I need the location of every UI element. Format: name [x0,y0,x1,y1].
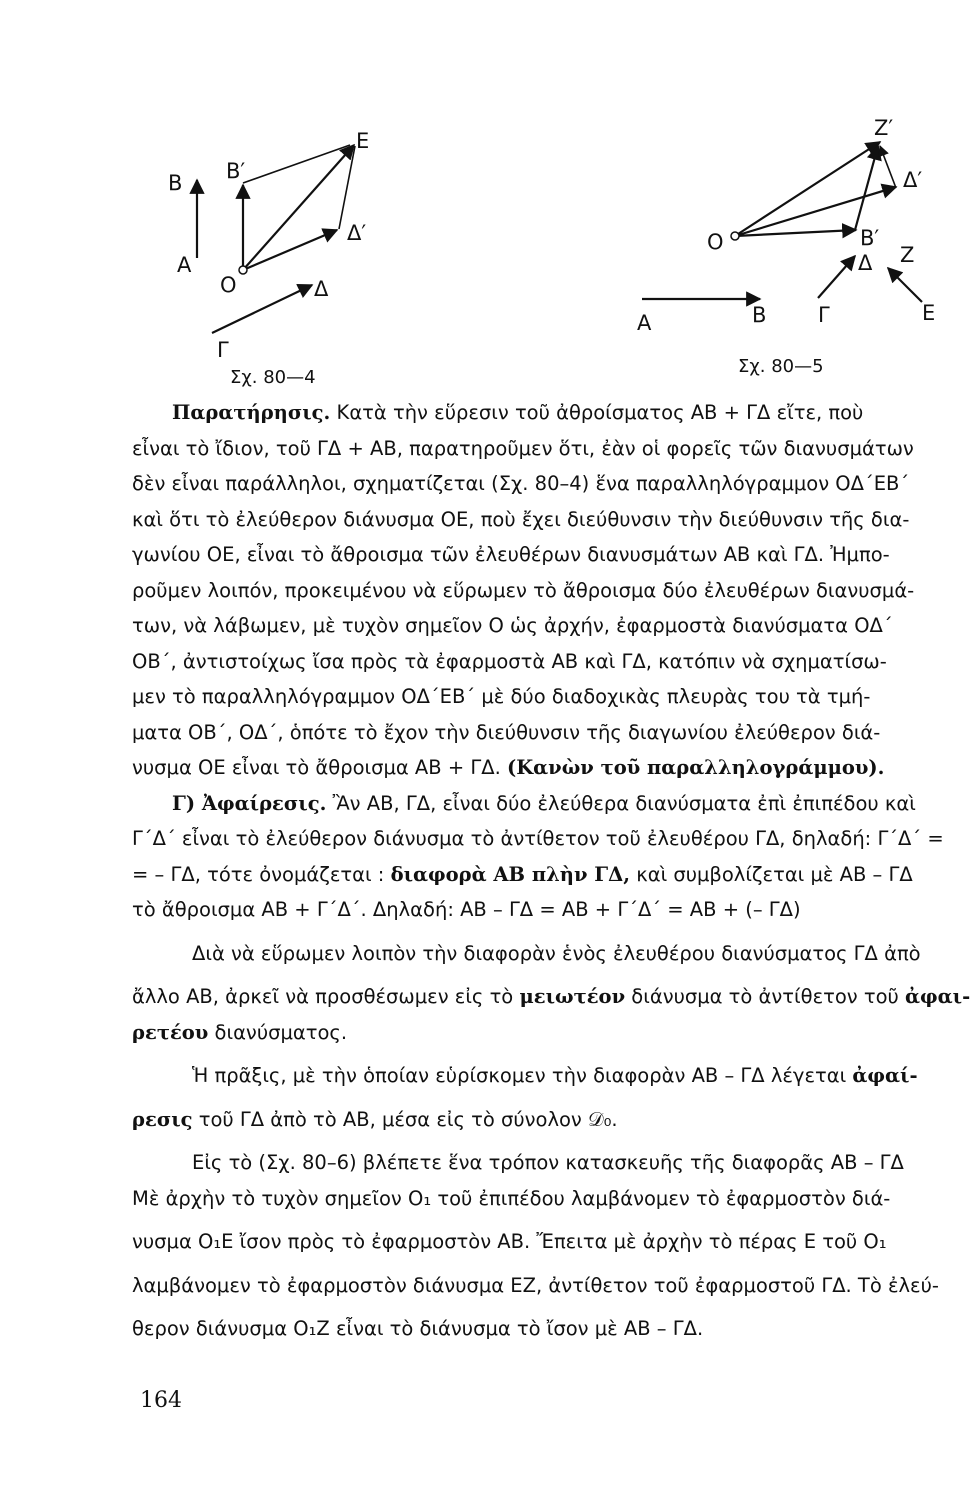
vector-od-prime [243,230,337,270]
text-line: τὸ ἄθροισμα AB + Γ΄Δ΄. Δηλαδή: AB – ΓΔ = AB + Γ΄Δ΄ = AB + (– ΓΔ) [132,898,801,921]
text-line: δὲν εἶναι παράλληλοι, σχηματίζεται (Σχ. 80–4) ἕνα παραλληλόγραμμον ΟΔ΄ΕΒ΄ [132,472,910,495]
text-line [132,786,975,822]
label-b-prime: Β′ [226,159,246,183]
text-line [132,1058,975,1094]
label-z: Ζ [900,243,915,267]
vector-b-prime-z-prime [855,146,878,230]
text-line: εἶναι τὸ ἴδιον, τοῦ ΓΔ + AB, παρατηροῦμεν ὅτι, ἐὰν οἱ φορεῖς τῶν διανυσμάτων [132,436,914,460]
body-text [132,395,975,1347]
text-line: ροῦμεν λοιπόν, προκειμένου νὰ εὕρωμεν τὸ ἄθροισμα δύο ἐλευθέρων διανυσμά- [132,578,915,602]
heading-remark: Παρατήρησις. [172,401,331,424]
text-line [132,979,975,1015]
text-line: ματα ΟΒ΄, ΟΔ΄, ὁπότε τὸ ἔχον τὴν διεύθυνσιν τῆς διαγωνίου ἐλεύθερον διά- [132,720,881,744]
label-e: Ε [922,301,936,325]
text-line: καὶ ὅτι τὸ ἐλεύθερον διάνυσμα ΟΕ, ποὺ ἔχει διεύθυνσιν τὴν διεύθυνσιν τῆς δια- [132,507,910,531]
point-o [731,232,739,240]
text-line [132,857,975,893]
text-line: Μὲ ἀρχὴν τὸ τυχὸν σημεῖον Ο₁ τοῦ ἐπιπέδου λαμβάνομεν τὸ ἐφαρμοστὸν διά- [132,1186,891,1210]
label-d: Δ [858,251,873,275]
label-o: Ο [220,273,237,297]
term-subtrahend-end: ρετέου [132,1020,209,1044]
text-line [132,1102,975,1138]
text-line: γωνίου ΟΕ, εἶναι τὸ ἄθροισμα τῶν ἐλευθέρων διανυσμάτων AB καὶ ΓΔ. Ἠμπο- [132,543,890,566]
figure-80-5 [637,116,935,377]
label-b-prime: Β′ [860,226,880,250]
vector-gd [818,256,855,298]
figures-area [0,0,975,390]
label-b: Β [752,303,767,327]
text-line: Εἰς τὸ (Σχ. 80–6) βλέπετε ἕνα τρόπον κατασκευῆς τῆς διαφορᾶς AB – ΓΔ [192,1151,904,1174]
text-line: μεν τὸ παραλληλόγραμμον ΟΔ΄ΕΒ΄ μὲ δύο διαδοχικὰς πλευρὰς του τὰ τμή- [132,685,871,708]
label-d: Δ [314,277,329,301]
text-run: τοῦ ΓΔ ἀπὸ τὸ AB, μέσα εἰς τὸ σύνολον 𝒟₀. [192,1107,618,1131]
text-run: ἄλλο AB, ἀρκεῖ νὰ προσθέσωμεν εἰς τὸ [132,985,520,1008]
term-minuend: μειωτέον [519,985,626,1008]
text-run: Ἂν AB, ΓΔ, εἶναι δύο ἐλεύθερα διανύσματα ἐπὶ ἐπιπέδου καὶ [326,791,916,815]
text-line [132,395,975,431]
text-run: = – ΓΔ, τότε ὀνομάζεται : [132,862,391,886]
label-d-prime: Δ′ [347,221,367,245]
text-line: νυσμα Ο₁Ε ἴσον πρὸς τὸ ἐφαρμοστὸν AB. Ἔπειτα μὲ ἀρχὴν τὸ πέρας Ε τοῦ Ο₁ [132,1230,887,1253]
rule-name: (Κανὼν τοῦ παραλληλογράμμου). [506,756,885,779]
label-a: Α [637,311,652,335]
heading-subtraction: Γ) Ἀφαίρεσις. [172,791,327,815]
point-o [239,266,247,274]
text-run: Κατὰ τὴν εὕρεσιν τοῦ ἀθροίσματος AB + ΓΔ εἴτε, ποὺ [330,401,864,424]
figure-caption: Σχ. 80—5 [738,356,824,377]
text-line: Διὰ νὰ εὕρωμεν λοιπὸν τὴν διαφορὰν ἑνὸς ἐλευθέρου διανύσματος ΓΔ ἀπὸ [192,941,921,965]
term-subtrahend: ἀφαι- [905,985,971,1008]
text-run: νυσμα ΟΕ εἶναι τὸ ἄθροισμα AB + ΓΔ. [132,756,507,779]
term-subtraction-end: ρεσις [132,1107,193,1131]
label-a: Α [177,253,192,277]
label-z-prime: Ζ′ [874,116,894,140]
figure-80-4 [168,129,369,388]
label-d-prime: Δ′ [903,168,923,192]
label-b: Β [168,171,183,195]
label-o: Ο [707,230,724,254]
text-run: Ἡ πρᾶξις, μὲ τὴν ὁποίαν εὑρίσκομεν τὴν διαφορὰν AB – ΓΔ λέγεται [192,1064,853,1087]
text-line: Γ΄Δ΄ εἶναι τὸ ἐλεύθερον διάνυσμα τὸ ἀντίθετον τοῦ ἐλευθέρου ΓΔ, δηλαδή: Γ΄Δ΄ = [132,827,944,850]
text-run: διανύσματος. [208,1020,348,1044]
text-line: λαμβάνομεν τὸ ἐφαρμοστὸν διάνυσμα ΕΖ, ἀντίθετον τοῦ ἐφαρμοστοῦ ΓΔ. Τὸ ἐλεύ- [132,1273,939,1297]
vector-ez [888,268,922,302]
segment-b-prime-e [243,145,350,183]
text-run: διάνυσμα τὸ ἀντίθετον τοῦ [625,985,906,1008]
term-subtraction: ἀφαί- [852,1064,918,1087]
text-line: θερον διάνυσμα Ο₁Ζ εἶναι τὸ διάνυσμα τὸ ἴσον μὲ AB – ΓΔ. [132,1317,704,1340]
label-e: Ε [356,129,370,153]
vector-d-prime-z-prime [880,146,896,188]
label-g: Γ [818,303,830,327]
text-line: των, νὰ λάβωμεν, μὲ τυχὸν σημεῖον Ο ὡς ἀρχήν, ἐφαρμοστὰ διανύσματα ΟΔ΄ [132,614,893,637]
page-number: 164 [140,1388,182,1413]
text-run: καὶ συμβολίζεται μὲ AB – ΓΔ [630,862,913,886]
label-g: Γ [217,338,229,362]
figure-caption: Σχ. 80—4 [230,367,316,388]
text-line [132,1015,975,1051]
text-line [132,750,975,786]
term-difference: διαφορὰ AB πλὴν ΓΔ, [390,862,631,886]
text-line: ΟΒ΄, ἀντιστοίχως ἴσα πρὸς τὰ ἐφαρμοστὰ AB καὶ ΓΔ, κατόπιν νὰ σχηματίσω- [132,649,887,673]
